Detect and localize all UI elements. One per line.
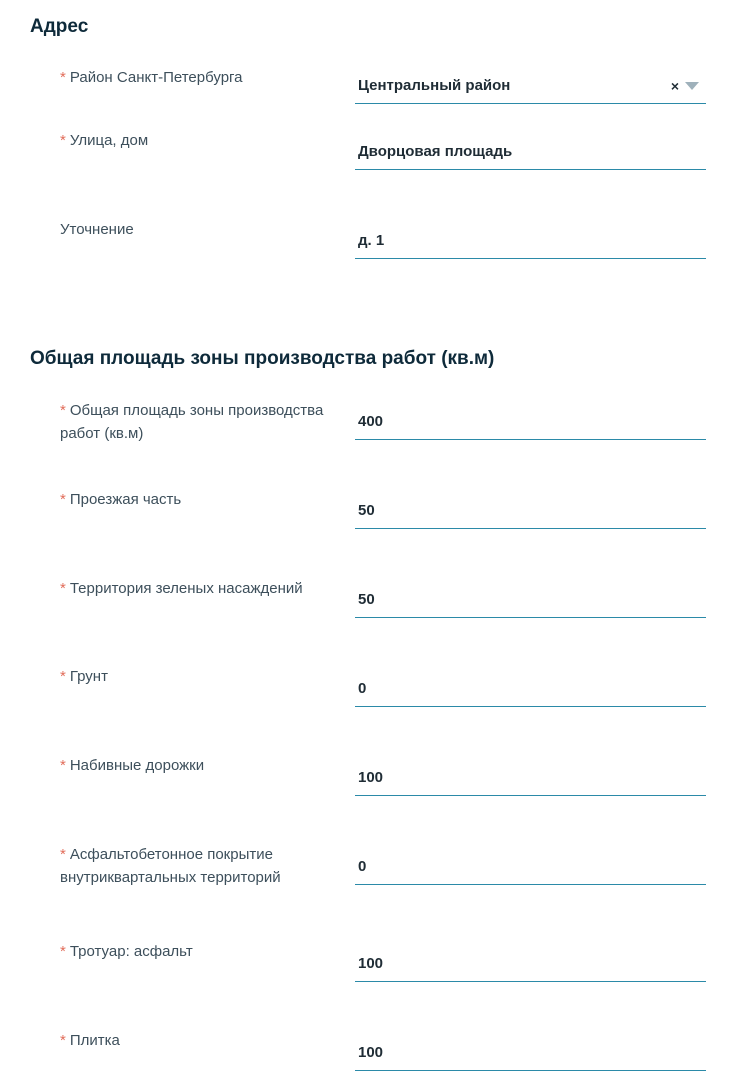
tiles-input[interactable]: [355, 1035, 706, 1071]
packed-paths-label: [60, 754, 330, 777]
clarification-label-text: Уточнение: [60, 221, 134, 238]
clarification-label: [60, 218, 330, 241]
required-asterisk: *: [60, 757, 66, 774]
sidewalk-asphalt-input[interactable]: [355, 946, 706, 982]
total-area-label: [60, 399, 330, 445]
required-asterisk: *: [60, 1032, 66, 1049]
required-asterisk: *: [60, 580, 66, 597]
street-input[interactable]: [355, 134, 706, 170]
clear-icon[interactable]: ×: [670, 78, 679, 94]
green-area-label: [60, 577, 330, 600]
asphalt-concrete-input-value: 0: [358, 858, 367, 875]
district-select-value: Центральный район: [358, 77, 511, 94]
street-label-text: Улица, дом: [69, 132, 149, 149]
address-section-title: Адрес: [30, 16, 89, 37]
green-area-label-text: Территория зеленых насаждений: [69, 580, 303, 597]
packed-paths-label-text: Набивные дорожки: [69, 757, 205, 774]
clarification-input-value: д. 1: [358, 232, 385, 249]
district-label: [60, 66, 330, 89]
tiles-input-value: 100: [358, 1044, 384, 1061]
soil-label-text: Грунт: [69, 668, 108, 685]
soil-input-value: 0: [358, 680, 367, 697]
asphalt-concrete-input[interactable]: [355, 849, 706, 885]
asphalt-concrete-label: [60, 843, 330, 889]
green-area-input[interactable]: [355, 582, 706, 618]
required-asterisk: *: [60, 69, 66, 86]
area-section-title: Общая площадь зоны производства работ (кв.м): [30, 348, 495, 369]
chevron-down-icon[interactable]: [685, 82, 699, 90]
total-area-input[interactable]: [355, 404, 706, 440]
total-area-label-text: Общая площадь зоны производства работ (кв.м): [60, 402, 324, 442]
street-label: [60, 129, 330, 152]
packed-paths-input[interactable]: [355, 760, 706, 796]
soil-label: [60, 665, 330, 688]
roadway-label: [60, 488, 330, 511]
required-asterisk: *: [60, 846, 66, 863]
required-asterisk: *: [60, 132, 66, 149]
required-asterisk: *: [60, 491, 66, 508]
street-input-value: Дворцовая площадь: [358, 143, 513, 160]
tiles-label-text: Плитка: [69, 1032, 120, 1049]
sidewalk-asphalt-input-value: 100: [358, 955, 384, 972]
green-area-input-value: 50: [358, 591, 375, 608]
required-asterisk: *: [60, 668, 66, 685]
roadway-input[interactable]: [355, 493, 706, 529]
tiles-label: [60, 1029, 330, 1052]
roadway-input-value: 50: [358, 502, 375, 519]
district-select[interactable]: [355, 68, 706, 104]
packed-paths-input-value: 100: [358, 769, 384, 786]
district-label-text: Район Санкт-Петербурга: [69, 69, 243, 86]
sidewalk-asphalt-label: [60, 940, 330, 963]
required-asterisk: *: [60, 943, 66, 960]
total-area-input-value: 400: [358, 413, 384, 430]
clarification-input[interactable]: [355, 223, 706, 259]
roadway-label-text: Проезжая часть: [69, 491, 182, 508]
required-asterisk: *: [60, 402, 66, 419]
sidewalk-asphalt-label-text: Тротуар: асфальт: [69, 943, 193, 960]
soil-input[interactable]: [355, 671, 706, 707]
asphalt-concrete-label-text: Асфальтобетонное покрытие внутриквартальных территорий: [60, 846, 281, 886]
